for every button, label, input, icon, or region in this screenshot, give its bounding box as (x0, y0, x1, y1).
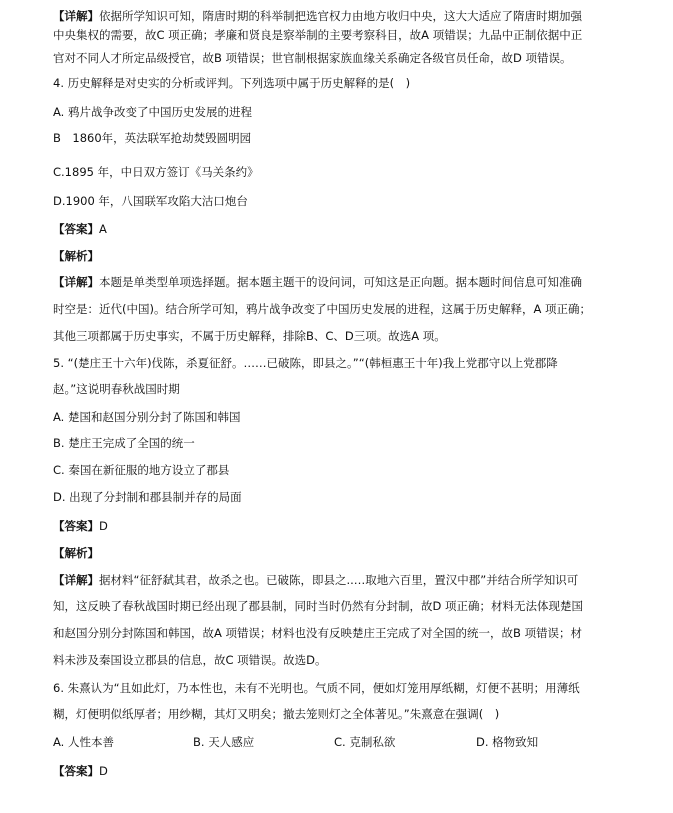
q4-detail-line-1: 【详解】本题是单类型单项选择题。据本题主题干的设问词，可知这是正向题。据本题时间信息可知准确 (53, 275, 582, 289)
q4-option-b: B 1860年，英法联军抢劫焚毁圆明园 (53, 131, 252, 145)
q5-answer (53, 518, 108, 534)
q5-detail-line-2: 知，这反映了春秋战国时期已经出现了郡县制，同时当时仍然有分封制，故D 项正确；材料无法体现楚国 (53, 599, 584, 613)
q6-option-d: D. 格物致知 (476, 735, 539, 749)
detail-tag: 【详解】 (53, 9, 99, 23)
q5-detail-line-1: 【详解】据材料“征舒弑其君，故杀之也。已破陈，即县之..…取地六百里，置汉中郡”并结合所学知识可 (53, 573, 579, 587)
q4-option-d: D.1900 年，八国联军攻陷大沽口炮台 (53, 194, 248, 208)
q5-option-d: D. 出现了分封制和郡县制并存的局面 (53, 490, 242, 504)
q4-detail-line-3: 其他三项都属于历史事实，不属于历史解释，排除B、C、D三项。故选A 项。 (53, 329, 446, 343)
answer-value: A (99, 222, 107, 236)
q4-answer (53, 221, 107, 237)
q5-analysis-tag: 【解析】 (53, 546, 99, 560)
q6-stem-line-1: 6. 朱熹认为“且如此灯，乃本性也，未有不光明也。气质不同，便如灯笼用厚纸糊，灯便不甚明；用薄纸 (53, 681, 580, 695)
answer-tag: 【答案】 (53, 222, 99, 236)
q4-option-c: C.1895 年，中日双方签订《马关条约》 (53, 165, 259, 179)
q4-option-a: A. 鸦片战争改变了中国历史发展的进程 (53, 105, 252, 119)
q3-detail-line-2: 中央集权的需要，故C 项正确；孝廉和贤良是察举制的主要考察科目，故A 项错误；九品中正制依据中正 (53, 28, 583, 42)
q4-stem: 4. 历史解释是对史实的分析或评判。下列选项中属于历史解释的是( ) (53, 76, 411, 90)
q6-option-b: B. 天人感应 (193, 735, 255, 749)
q6-option-c: C. 克制私欲 (334, 735, 396, 749)
q6-stem-line-2: 糊，灯便明似纸厚者；用纱糊，其灯又明矣；撤去笼则灯之全体著见。”朱熹意在强调( ) (53, 707, 500, 721)
q4-analysis-tag: 【解析】 (53, 249, 99, 263)
answer-tag: 【答案】 (53, 764, 99, 778)
q5-option-c: C. 秦国在新征服的地方设立了郡县 (53, 463, 230, 477)
q3-detail-line-1: 【详解】依据所学知识可知，隋唐时期的科举制把选官权力由地方收归中央，这大大适应了隋唐时期加强 (53, 9, 582, 23)
q5-stem-line-2: 赵。”这说明春秋战国时期 (53, 382, 180, 396)
q6-option-a: A. 人性本善 (53, 735, 114, 749)
detail-tag: 【详解】 (53, 573, 99, 587)
q4-detail-line-2: 时空是：近代(中国)。结合所学可知，鸦片战争改变了中国历史发展的进程，这属于历史解释，A 项正确； (53, 302, 591, 316)
detail-tag: 【详解】 (53, 275, 99, 289)
q6-answer (53, 763, 108, 779)
q5-detail-line-3: 和赵国分别分封陈国和韩国，故A 项错误；材料也没有反映楚庄王完成了对全国的统一，故B 项错误；材 (53, 626, 583, 640)
q5-option-b: B. 楚庄王完成了全国的统一 (53, 436, 195, 450)
q3-detail-line-3: 官对不同人才所定品级授官，故B 项错误；世官制根据家族血缘关系确定各级官员任命，故D 项错误。 (53, 51, 572, 65)
q5-option-a: A. 楚国和赵国分别分封了陈国和韩国 (53, 410, 241, 424)
answer-value: D (99, 519, 108, 533)
q5-detail-line-4: 料未涉及秦国设立郡县的信息，故C 项错误。故选D。 (53, 653, 327, 667)
answer-value: D (99, 764, 108, 778)
answer-tag: 【答案】 (53, 519, 99, 533)
q5-stem-line-1: 5. “(楚庄王十六年)伐陈，杀夏征舒。……已破陈，即县之。”“(韩桓惠王十年)我上党郡守以上党郡降 (53, 356, 558, 370)
